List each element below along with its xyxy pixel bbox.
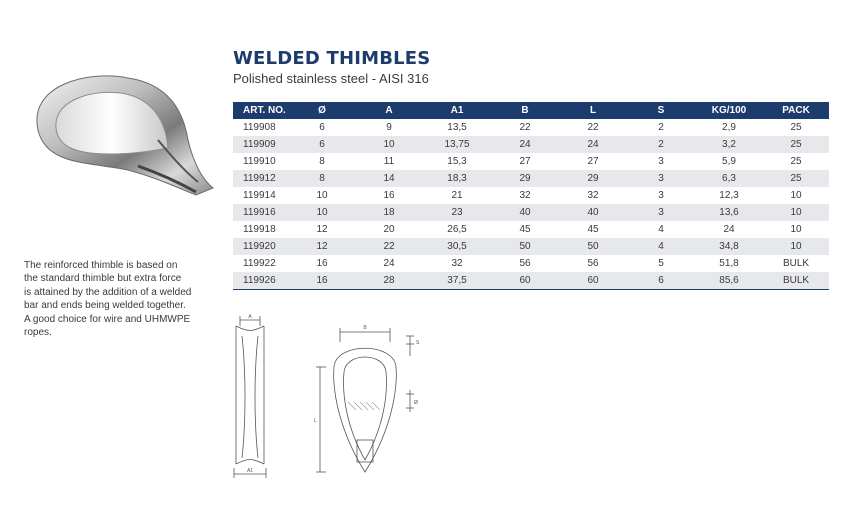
thimble-photo [18,70,218,210]
cell-l: 27 [559,153,627,170]
cell-s: 4 [627,221,695,238]
column-header-a: A [355,102,423,119]
cell-diameter: 16 [289,272,355,290]
cell-b: 40 [491,204,559,221]
cell-diameter: 6 [289,119,355,136]
cell-s: 6 [627,272,695,290]
cell-pack: BULK [763,255,829,272]
cell-art-no: 119910 [233,153,289,170]
cell-art-no: 119926 [233,272,289,290]
cell-l: 29 [559,170,627,187]
cell-kg100: 24 [695,221,763,238]
side-view-drawing [226,312,276,482]
cell-a1: 30,5 [423,238,491,255]
column-header-b: B [491,102,559,119]
cell-b: 45 [491,221,559,238]
cell-a: 18 [355,204,423,221]
product-description [24,259,214,339]
cell-pack: 10 [763,238,829,255]
table-row [233,119,829,136]
cell-a1: 13,75 [423,136,491,153]
cell-b: 50 [491,238,559,255]
cell-diameter: 10 [289,204,355,221]
cell-l: 50 [559,238,627,255]
cell-kg100: 3,2 [695,136,763,153]
cell-art-no: 119914 [233,187,289,204]
description-line: The reinforced thimble is based on [24,260,178,271]
description-line: ropes. [24,327,52,339]
page-title: WELDED THIMBLES [233,48,431,69]
cell-l: 60 [559,272,627,290]
cell-pack: 10 [763,221,829,238]
cell-pack: 25 [763,170,829,187]
cell-diameter: 8 [289,170,355,187]
dimension-label-l: L [314,418,317,424]
cell-a1: 23 [423,204,491,221]
front-view-drawing [310,322,420,484]
dimension-label-s: S [416,340,420,346]
cell-art-no: 119909 [233,136,289,153]
cell-s: 4 [627,238,695,255]
cell-kg100: 2,9 [695,119,763,136]
dimension-label-b: B [363,325,367,331]
dimension-label-a: A [248,314,252,320]
cell-art-no: 119922 [233,255,289,272]
table-row [233,136,829,153]
cell-a1: 15,3 [423,153,491,170]
cell-kg100: 51,8 [695,255,763,272]
cell-pack: 10 [763,204,829,221]
cell-b: 29 [491,170,559,187]
cell-a1: 21 [423,187,491,204]
table-header-row [233,102,829,119]
page-subtitle: Polished stainless steel - AISI 316 [233,71,429,86]
cell-a: 24 [355,255,423,272]
dimension-label-diameter: Ø [414,400,418,406]
cell-s: 3 [627,170,695,187]
cell-l: 56 [559,255,627,272]
cell-art-no: 119916 [233,204,289,221]
cell-pack: 25 [763,136,829,153]
cell-pack: 25 [763,153,829,170]
table-row [233,238,829,255]
cell-l: 24 [559,136,627,153]
cell-pack: 25 [763,119,829,136]
table-row [233,255,829,272]
column-header-diameter: Ø [289,102,355,119]
cell-pack: BULK [763,272,829,290]
table-row [233,272,829,290]
cell-b: 22 [491,119,559,136]
cell-art-no: 119918 [233,221,289,238]
cell-a: 11 [355,153,423,170]
cell-s: 5 [627,255,695,272]
cell-diameter: 16 [289,255,355,272]
cell-pack: 10 [763,187,829,204]
cell-s: 3 [627,153,695,170]
column-header-art-no: ART. NO. [233,102,289,119]
cell-a1: 37,5 [423,272,491,290]
column-header-pack: PACK [763,102,829,119]
cell-kg100: 12,3 [695,187,763,204]
cell-b: 56 [491,255,559,272]
cell-kg100: 34,8 [695,238,763,255]
table-row [233,187,829,204]
cell-a: 14 [355,170,423,187]
cell-diameter: 12 [289,238,355,255]
cell-a1: 26,5 [423,221,491,238]
cell-l: 45 [559,221,627,238]
cell-kg100: 85,6 [695,272,763,290]
cell-a: 22 [355,238,423,255]
cell-diameter: 10 [289,187,355,204]
table-row [233,153,829,170]
description-line: is attained by the addition of a welded [24,286,192,298]
description-line: bar and ends being welded together. [24,300,186,312]
cell-kg100: 5,9 [695,153,763,170]
cell-diameter: 12 [289,221,355,238]
cell-a: 9 [355,119,423,136]
description-line: A good choice for wire and UHMWPE [24,313,191,325]
cell-a1: 32 [423,255,491,272]
cell-kg100: 6,3 [695,170,763,187]
cell-kg100: 13,6 [695,204,763,221]
cell-a: 10 [355,136,423,153]
cell-b: 27 [491,153,559,170]
cell-s: 3 [627,204,695,221]
cell-diameter: 6 [289,136,355,153]
specification-table [233,102,829,290]
cell-b: 24 [491,136,559,153]
description-line: the standard thimble but extra force [24,273,182,285]
cell-a1: 13,5 [423,119,491,136]
cell-art-no: 119908 [233,119,289,136]
dimension-label-a1: A1 [246,468,254,474]
cell-s: 3 [627,187,695,204]
cell-b: 32 [491,187,559,204]
column-header-a1: A1 [423,102,491,119]
column-header-s: S [627,102,695,119]
table-row [233,170,829,187]
cell-b: 60 [491,272,559,290]
cell-a1: 18,3 [423,170,491,187]
cell-art-no: 119920 [233,238,289,255]
cell-l: 40 [559,204,627,221]
table-row [233,204,829,221]
cell-l: 32 [559,187,627,204]
cell-diameter: 8 [289,153,355,170]
column-header-kg100: KG/100 [695,102,763,119]
cell-s: 2 [627,119,695,136]
cell-a: 28 [355,272,423,290]
column-header-l: L [559,102,627,119]
cell-l: 22 [559,119,627,136]
cell-a: 20 [355,221,423,238]
table-row [233,221,829,238]
cell-a: 16 [355,187,423,204]
cell-s: 2 [627,136,695,153]
cell-art-no: 119912 [233,170,289,187]
